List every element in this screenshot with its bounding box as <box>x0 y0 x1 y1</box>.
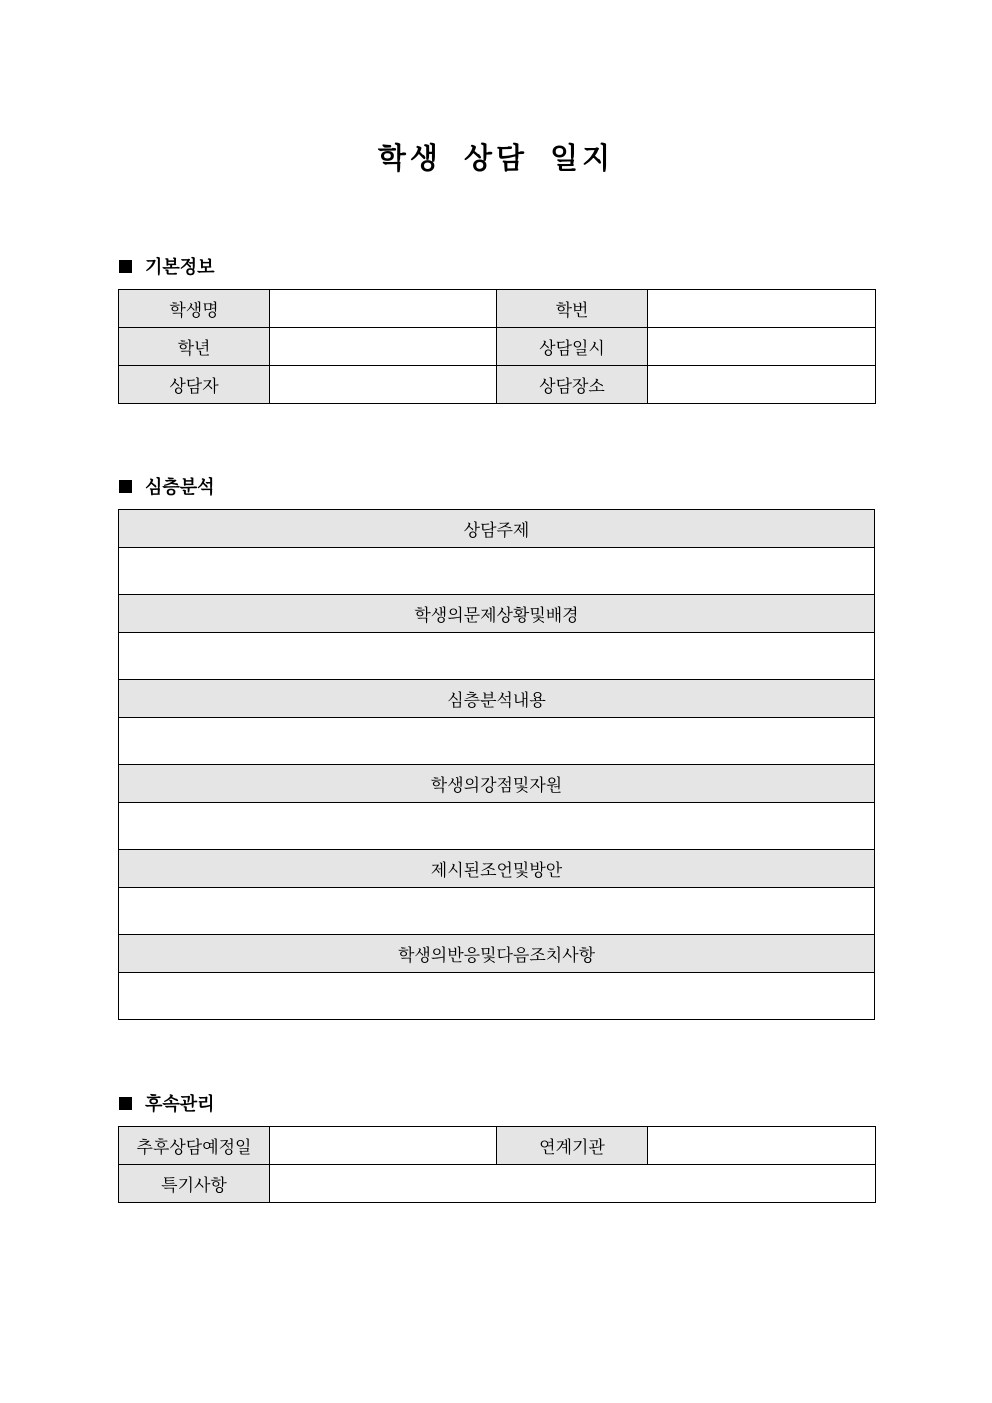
section-heading-basic <box>119 253 215 279</box>
deep-analysis-table <box>118 509 875 1020</box>
table-row <box>119 633 875 680</box>
linked-org-label: 연계기관 <box>497 1127 648 1165</box>
section-heading-followup-label: 후속관리 <box>145 1094 215 1115</box>
counsel-place-label: 상담장소 <box>497 366 648 404</box>
section-heading-followup <box>119 1090 215 1116</box>
counsel-topic-field[interactable] <box>119 548 875 595</box>
grade-field[interactable] <box>270 328 497 366</box>
table-row <box>119 548 875 595</box>
table-row <box>119 290 876 328</box>
table-row <box>119 510 875 548</box>
table-row <box>119 765 875 803</box>
square-bullet-icon <box>119 480 132 493</box>
table-row <box>119 718 875 765</box>
table-row <box>119 973 875 1020</box>
table-row <box>119 680 875 718</box>
analysis-content-label: 심층분석내용 <box>119 680 875 718</box>
follow-up-table <box>118 1126 876 1203</box>
student-id-field[interactable] <box>648 290 876 328</box>
reaction-next-steps-field[interactable] <box>119 973 875 1020</box>
advice-plan-label: 제시된조언및방안 <box>119 850 875 888</box>
advice-plan-field[interactable] <box>119 888 875 935</box>
section-heading-basic-label: 기본정보 <box>145 257 215 278</box>
counsel-place-field[interactable] <box>648 366 876 404</box>
page-title: 학생 상담 일지 <box>377 141 615 175</box>
problem-background-label: 학생의문제상황및배경 <box>119 595 875 633</box>
table-row <box>119 850 875 888</box>
table-row <box>119 888 875 935</box>
table-row <box>119 328 876 366</box>
counselor-field[interactable] <box>270 366 497 404</box>
next-counsel-date-label: 추후상담예정일 <box>119 1127 270 1165</box>
special-notes-label: 특기사항 <box>119 1165 270 1203</box>
special-notes-field[interactable] <box>270 1165 876 1203</box>
table-row <box>119 803 875 850</box>
table-row <box>119 595 875 633</box>
strengths-resources-label: 학생의강점및자원 <box>119 765 875 803</box>
table-row <box>119 1127 876 1165</box>
counsel-datetime-label: 상담일시 <box>497 328 648 366</box>
counselor-label: 상담자 <box>119 366 270 404</box>
reaction-next-steps-label: 학생의반응및다음조치사항 <box>119 935 875 973</box>
problem-background-field[interactable] <box>119 633 875 680</box>
student-name-field[interactable] <box>270 290 497 328</box>
square-bullet-icon <box>119 1097 132 1110</box>
analysis-content-field[interactable] <box>119 718 875 765</box>
section-heading-analysis-label: 심층분석 <box>145 477 215 498</box>
table-row <box>119 366 876 404</box>
next-counsel-date-field[interactable] <box>270 1127 497 1165</box>
grade-label: 학년 <box>119 328 270 366</box>
student-id-label: 학번 <box>497 290 648 328</box>
strengths-resources-field[interactable] <box>119 803 875 850</box>
section-heading-analysis <box>119 473 215 499</box>
table-row <box>119 935 875 973</box>
table-row <box>119 1165 876 1203</box>
square-bullet-icon <box>119 260 132 273</box>
student-name-label: 학생명 <box>119 290 270 328</box>
counsel-topic-label: 상담주제 <box>119 510 875 548</box>
basic-info-table <box>118 289 876 404</box>
counsel-datetime-field[interactable] <box>648 328 876 366</box>
linked-org-field[interactable] <box>648 1127 876 1165</box>
